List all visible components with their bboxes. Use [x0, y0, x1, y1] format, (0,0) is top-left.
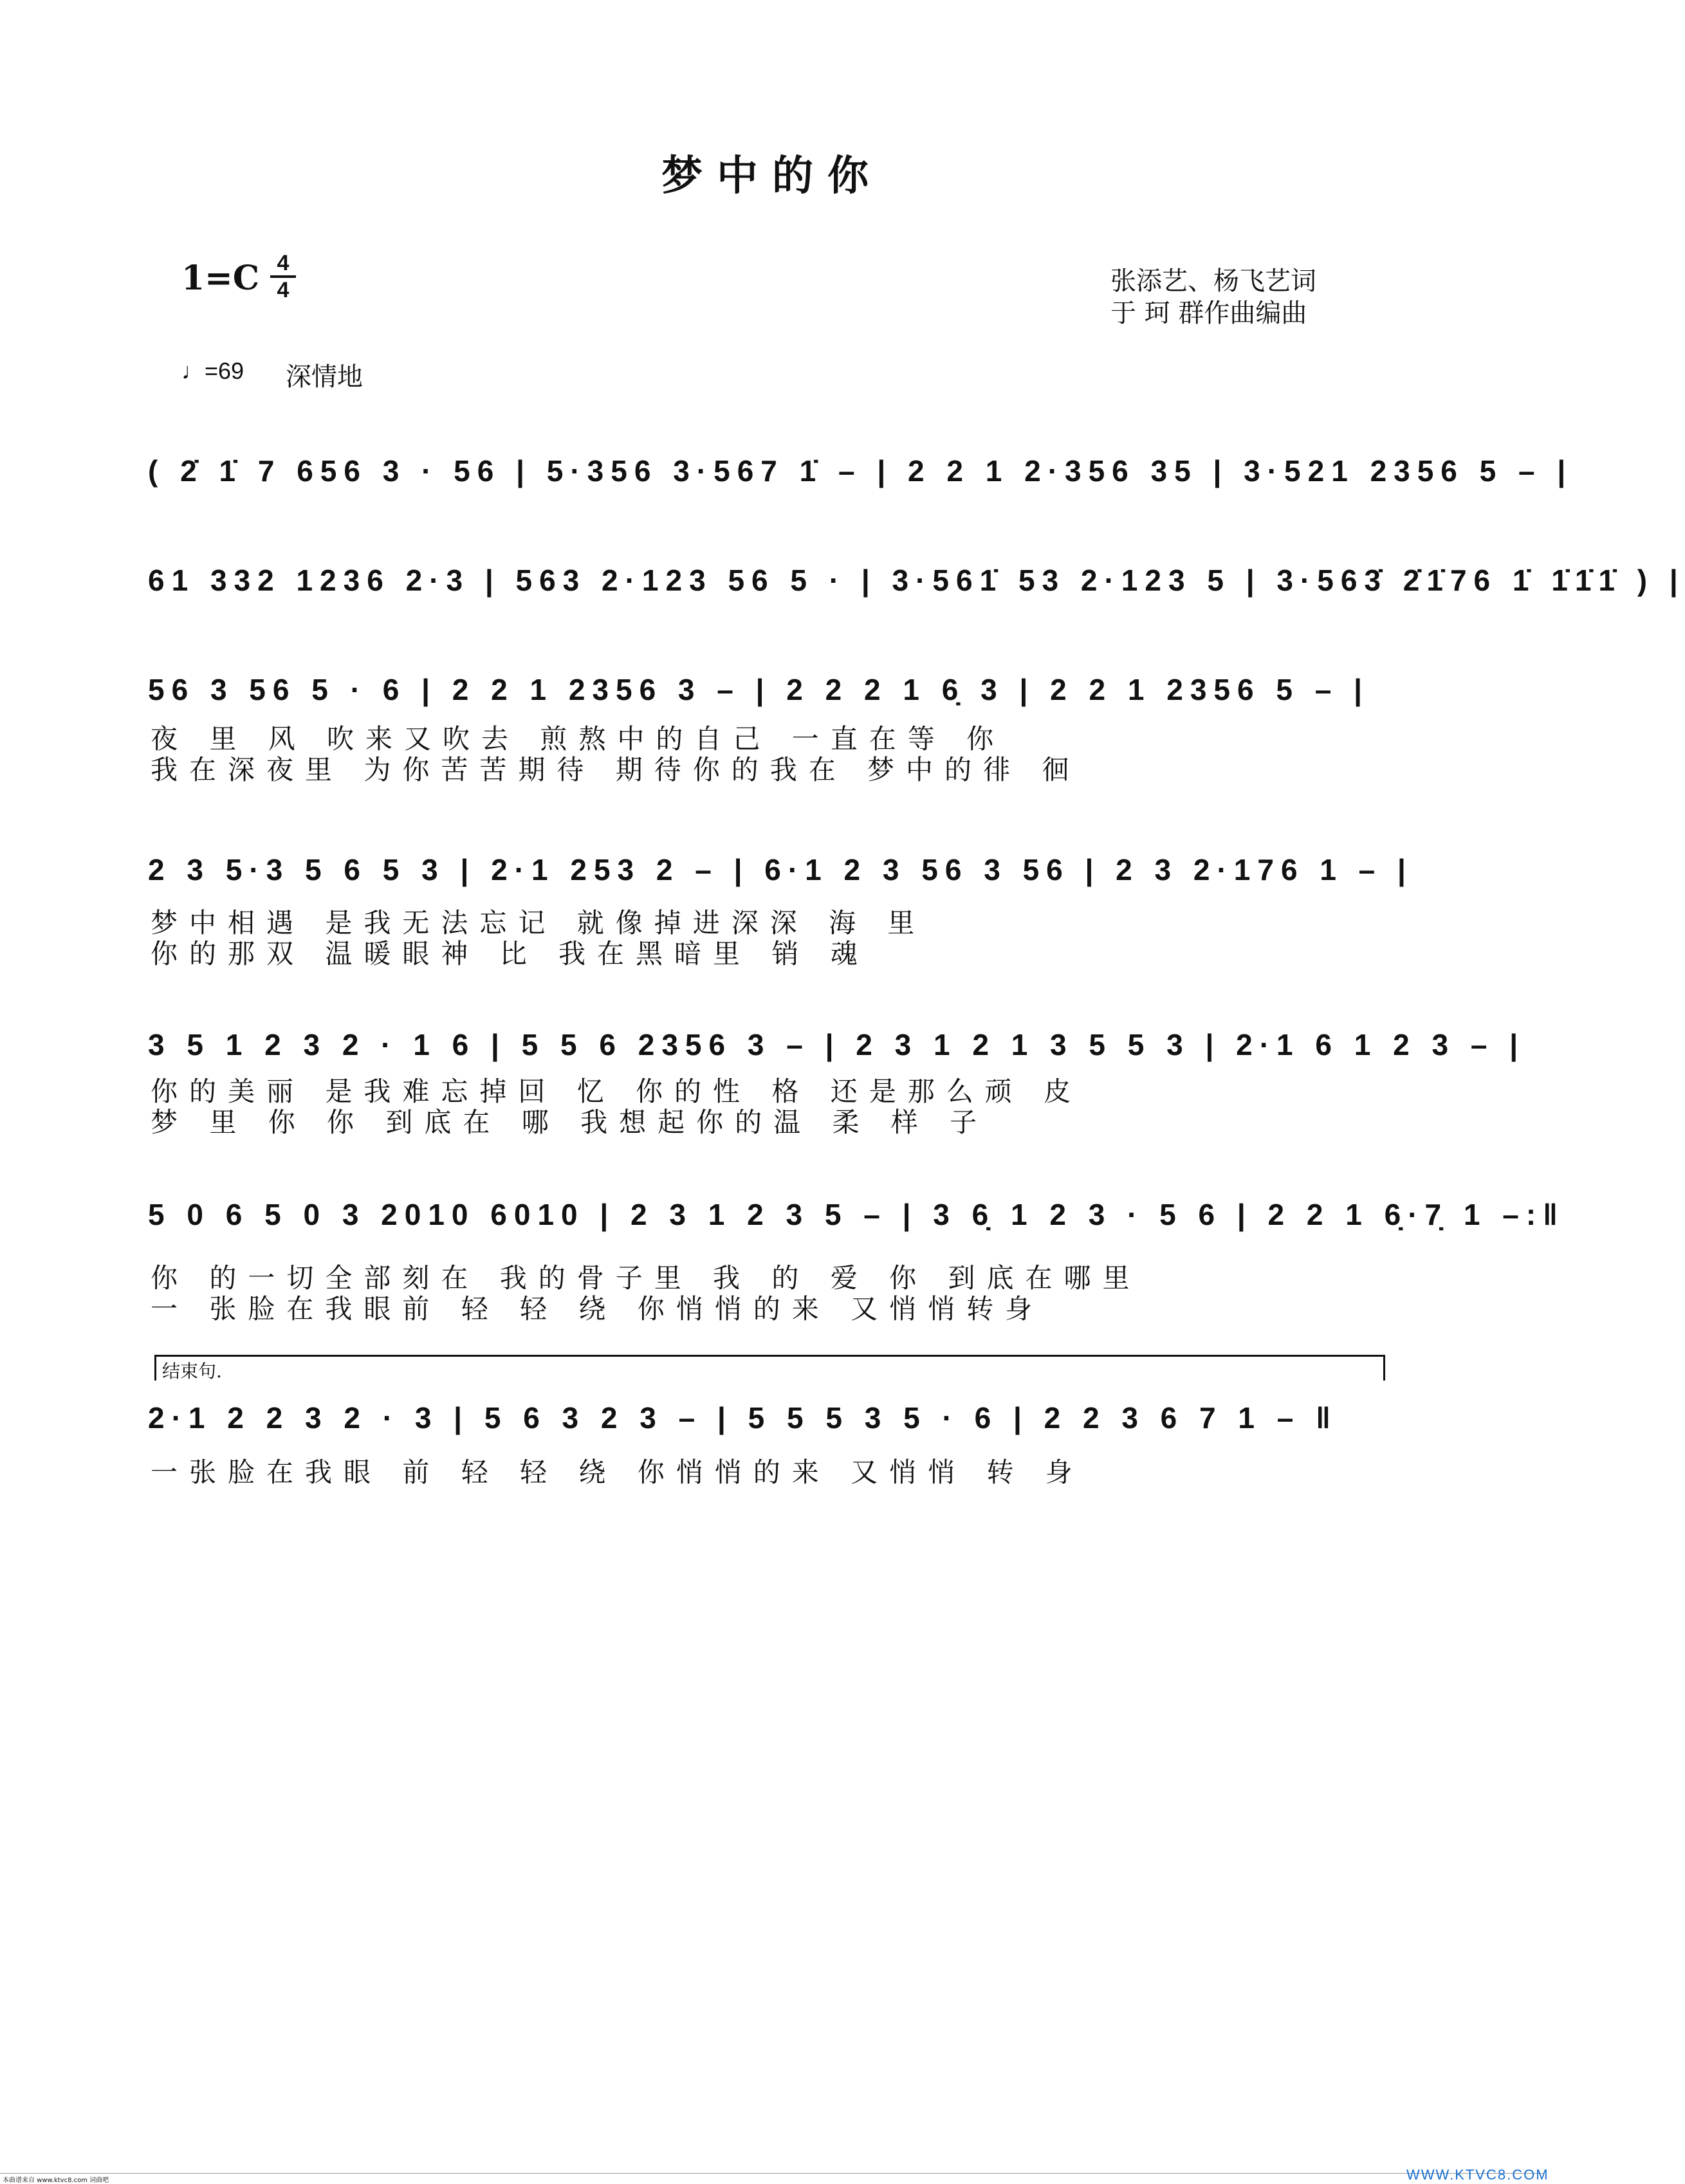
notation-line-2: 61 332 1236 2·3 | 563 2·123 56 5 · | 3·561̇ 53 2·123 5 | 3·563̇ 2̇1̇76 1̇ 1̇1̇1̇ ) |: [148, 564, 1685, 597]
lyric-line-6b: 一 张脸在我眼前 轻 轻 绕 你悄悄的来 又悄悄转身: [151, 1293, 1044, 1325]
notation-line-3: 56 3 56 5 · 6 | 2 2 1 2356 3 – | 2 2 2 1 6̣ 3 | 2 2 1 2356 5 – |: [148, 673, 1369, 706]
lyric-line-5a: 你的美丽 是我难忘掉回 忆 你的性 格 还是那么顽 皮: [151, 1076, 1083, 1107]
lyricist: 张添艺、杨飞艺词: [1110, 266, 1316, 296]
ending-label: 结束句.: [162, 1361, 222, 1382]
composer: 于 珂 群作曲编曲: [1110, 298, 1307, 328]
expression-mark: 深情地: [286, 362, 363, 392]
footer-source: 本曲谱来自 www.ktvc8.com 词曲吧: [3, 2177, 109, 2184]
notation-line-7: 2·1 2 2 3 2 · 3 | 5 6 3 2 3 – | 5 5 5 3 5 · 6 | 2 2 3 6 7 1 – ‖: [148, 1401, 1338, 1435]
page-title: 梦中的你: [661, 152, 883, 200]
key-signature: 1=C: [181, 259, 260, 298]
time-signature-top: 4: [277, 251, 290, 275]
lyric-line-3b: 我在深夜里 为你苦苦期待 期待你的我在 梦中的徘 徊: [151, 754, 1081, 785]
lyric-line-6a: 你 的一切全部刻在 我的骨子里 我 的 爱 你 到底在哪里: [151, 1262, 1141, 1294]
lyric-line-3a: 夜 里 风 吹来又吹去 煎熬中的自己 一直在等 你: [151, 723, 1006, 755]
tempo-mark: ♩=69: [181, 358, 244, 384]
lyric-line-7: 一张脸在我眼 前 轻 轻 绕 你悄悄的来 又悄悄 转 身: [151, 1456, 1084, 1488]
credits: [1110, 265, 1316, 329]
notation-line-4: 2 3 5·3 5 6 5 3 | 2·1 253 2 – | 6·1 2 3 56 3 56 | 2 3 2·176 1 – |: [148, 853, 1413, 886]
time-signature-bottom: 4: [277, 278, 290, 302]
footer-watermark: WWW.KTVC8.COM: [1406, 2167, 1549, 2183]
lyric-line-4b: 你的那双 温暖眼神 比 我在黑暗里 销 魂: [151, 938, 869, 969]
time-signature: [270, 252, 296, 301]
lyric-line-5b: 梦 里 你 你 到底在 哪 我想起你的温 柔 样 子: [151, 1106, 989, 1138]
lyric-line-4a: 梦中相遇 是我无法忘记 就像掉进深深 海 里: [151, 907, 926, 939]
notation-line-1: ( 2̇ 1̇ 7 656 3 · 56 | 5·356 3·567 1̇ – | 2 2 1 2·356 35 | 3·521 2356 5 – |: [148, 454, 1573, 488]
ending-bracket-left: [154, 1355, 156, 1381]
ending-bracket: [154, 1355, 1385, 1357]
notation-line-6: 5 0 6 5 0 3 2010 6010 | 2 3 1 2 3 5 – | 3 6̣ 1 2 3 · 5 6 | 2 2 1 6̣·7̣ 1 –:‖: [148, 1198, 1565, 1231]
notation-line-5: 3 5 1 2 3 2 · 1 6 | 5 5 6 2356 3 – | 2 3 1 2 1 3 5 5 3 | 2·1 6 1 2 3 – |: [148, 1028, 1525, 1061]
footer-rule: [0, 2173, 1544, 2174]
ending-bracket-right: [1383, 1355, 1385, 1381]
